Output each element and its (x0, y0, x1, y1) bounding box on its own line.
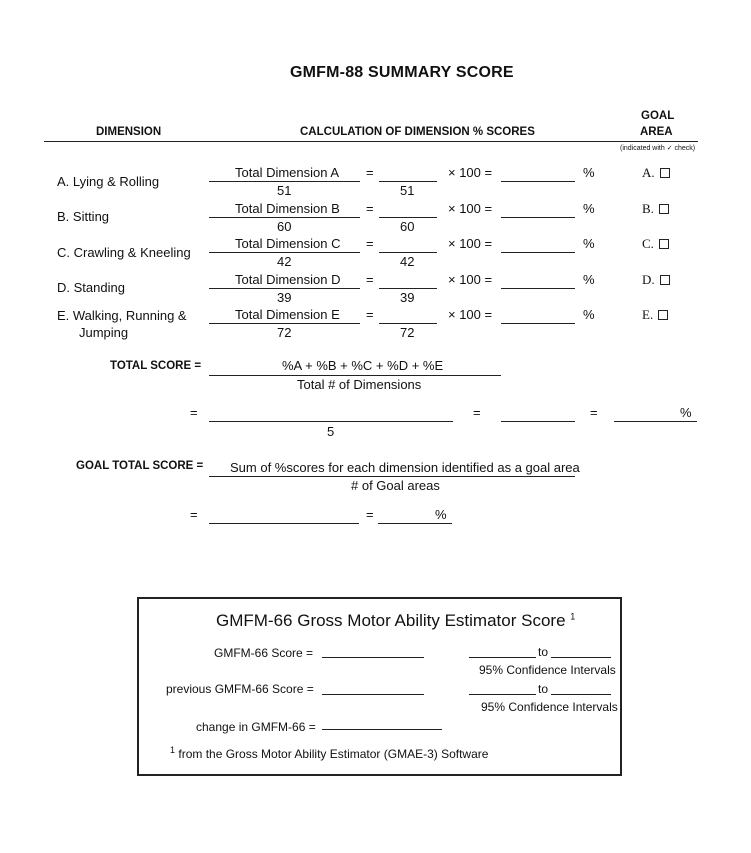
equals-c: = (366, 236, 374, 251)
goal-note: (indicated with ✓ check) (620, 145, 696, 152)
header-divider (44, 141, 698, 142)
dimension-label-e-line2: Jumping (79, 325, 129, 340)
total-percent-sign: % (680, 405, 692, 420)
gmfm66-box (137, 597, 622, 776)
total-score-label: TOTAL SCORE = (110, 360, 202, 372)
times-100-b: × 100 = (448, 201, 493, 216)
score-blank-d[interactable] (379, 288, 437, 289)
dimension-label-e: E. Walking, Running & (57, 308, 187, 323)
numerator-c: Total Dimension C (235, 236, 341, 251)
dimension-label-c: C. Crawling & Kneeling (57, 245, 191, 260)
goal-checkbox-e[interactable] (642, 307, 668, 323)
page-title: GMFM-88 SUMMARY SCORE (290, 64, 514, 81)
total-percent-blank[interactable] (614, 421, 697, 422)
gmfm66-score-blank[interactable] (322, 657, 424, 658)
gmfm66-ci-low-blank[interactable] (469, 657, 536, 658)
gmfm66-prev-ci-high-blank[interactable] (551, 694, 611, 695)
numerator-d: Total Dimension D (235, 272, 341, 287)
fraction-bar-d (209, 288, 360, 289)
goal-total-equals-2: = (366, 507, 374, 522)
calculation-header: CALCULATION OF DIMENSION % SCORES (300, 126, 535, 138)
times-100-d: × 100 = (448, 272, 493, 287)
percent-blank-b[interactable] (501, 217, 575, 218)
fraction-bar-a (209, 181, 360, 182)
numerator-e: Total Dimension E (235, 307, 340, 322)
goal-total-label: GOAL TOTAL SCORE = (76, 460, 204, 472)
total-numerator: %A + %B + %C + %D + %E (282, 358, 444, 373)
gmfm66-change-blank[interactable] (322, 729, 442, 730)
goal-header-line1: GOAL (641, 110, 675, 122)
goal-letter-c: C. (642, 236, 654, 251)
denominator-a: 51 (277, 183, 292, 198)
percent-sign-c: % (583, 236, 595, 251)
total-five: 5 (327, 424, 335, 439)
equals-e: = (366, 307, 374, 322)
gmfm66-to-1: to (538, 645, 549, 659)
fraction-bar-e (209, 323, 360, 324)
checkbox-icon[interactable] (660, 168, 670, 178)
goal-checkbox-d[interactable] (642, 272, 670, 288)
goal-checkbox-b[interactable] (642, 201, 669, 217)
divisor-a: 51 (400, 183, 415, 198)
score-blank-b[interactable] (379, 217, 437, 218)
percent-sign-e: % (583, 307, 595, 322)
goal-total-denominator: # of Goal areas (351, 478, 440, 493)
goal-header-line2: AREA (640, 126, 673, 138)
goal-letter-b: B. (642, 201, 654, 216)
percent-blank-a[interactable] (501, 181, 575, 182)
denominator-b: 60 (277, 219, 292, 234)
times-100-e: × 100 = (448, 307, 493, 322)
dimension-label-b: B. Sitting (57, 209, 110, 224)
equals-b: = (366, 201, 374, 216)
gmfm66-to-2: to (538, 682, 549, 696)
divisor-b: 60 (400, 219, 415, 234)
numerator-a: Total Dimension A (235, 165, 340, 180)
score-blank-e[interactable] (379, 323, 437, 324)
dimension-label-a: A. Lying & Rolling (57, 174, 160, 189)
checkbox-icon[interactable] (658, 310, 668, 320)
gmfm66-title-text: GMFM-66 Gross Motor Ability Estimator Score (216, 611, 566, 630)
gmfm66-title (216, 611, 575, 631)
dimension-label-d: D. Standing (57, 280, 125, 295)
gmfm66-title-sup: 1 (570, 611, 576, 622)
percent-sign-d: % (583, 272, 595, 287)
score-blank-c[interactable] (379, 252, 437, 253)
percent-sign-a: % (583, 165, 595, 180)
gmfm66-score-label: GMFM-66 Score = (214, 646, 314, 660)
goal-checkbox-c[interactable] (642, 236, 669, 252)
goal-letter-d: D. (642, 272, 655, 287)
numerator-b: Total Dimension B (235, 201, 340, 216)
gmfm66-prev-label: previous GMFM-66 Score = (166, 682, 314, 696)
percent-blank-e[interactable] (501, 323, 575, 324)
checkbox-icon[interactable] (659, 204, 669, 214)
times-100-c: × 100 = (448, 236, 493, 251)
total-result-blank[interactable] (501, 421, 575, 422)
gmfm66-ci-label-2: 95% Confidence Intervals (481, 700, 618, 714)
total-sum-blank[interactable] (209, 421, 453, 422)
gmfm66-prev-blank[interactable] (322, 694, 424, 695)
goal-total-fraction-bar (209, 476, 575, 477)
percent-blank-c[interactable] (501, 252, 575, 253)
denominator-c: 42 (277, 254, 292, 269)
gmfm66-ci-label-1: 95% Confidence Intervals (479, 663, 616, 677)
goal-total-sum-blank[interactable] (209, 523, 359, 524)
goal-checkbox-a[interactable] (642, 165, 670, 181)
total-equals-3: = (590, 405, 598, 420)
dimension-header: DIMENSION (96, 126, 162, 138)
fraction-bar-b (209, 217, 360, 218)
total-denominator: Total # of Dimensions (297, 377, 422, 392)
footnote-sup: 1 (170, 745, 176, 755)
divisor-d: 39 (400, 290, 415, 305)
equals-a: = (366, 165, 374, 180)
goal-total-percent-blank[interactable] (378, 523, 452, 524)
divisor-e: 72 (400, 325, 415, 340)
total-equals-2: = (473, 405, 481, 420)
footnote-text: from the Gross Motor Ability Estimator (GMAE-3) Software (178, 747, 489, 761)
gmfm66-change-label: change in GMFM-66 = (196, 720, 316, 734)
denominator-d: 39 (277, 290, 292, 305)
total-equals-1: = (190, 405, 198, 420)
score-blank-a[interactable] (379, 181, 437, 182)
gmfm66-ci-high-blank[interactable] (551, 657, 611, 658)
equals-d: = (366, 272, 374, 287)
percent-sign-b: % (583, 201, 595, 216)
goal-total-equals-1: = (190, 507, 198, 522)
goal-letter-e: E. (642, 307, 654, 322)
goal-total-numerator: Sum of %scores for each dimension identified as a goal area (230, 460, 580, 475)
denominator-e: 72 (277, 325, 292, 340)
divisor-c: 42 (400, 254, 415, 269)
goal-total-percent-sign: % (435, 507, 447, 522)
goal-letter-a: A. (642, 165, 655, 180)
checkbox-icon[interactable] (659, 239, 669, 249)
total-fraction-bar (209, 375, 501, 376)
fraction-bar-c (209, 252, 360, 253)
checkbox-icon[interactable] (660, 275, 670, 285)
times-100-a: × 100 = (448, 165, 493, 180)
gmfm66-footnote (170, 745, 488, 761)
gmfm66-prev-ci-low-blank[interactable] (469, 694, 536, 695)
percent-blank-d[interactable] (501, 288, 575, 289)
